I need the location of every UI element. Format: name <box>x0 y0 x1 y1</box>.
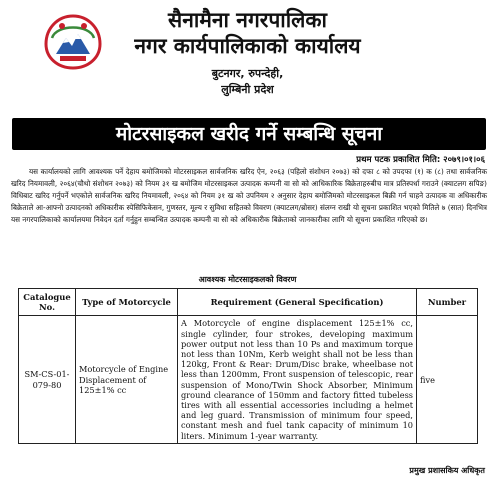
notice-title-banner: मोटरसाइकल खरीद गर्ने सम्बन्धि सूचना <box>12 118 486 150</box>
municipality-name: सैनामैना नगरपालिका <box>168 8 327 32</box>
cell-motorcycle-type: Motorcycle of Engine Displacement of 125±1% cc <box>76 316 178 443</box>
cell-requirement: A Motorcycle of engine displacement 125±1% cc, single cylinder, four strokes, developing maximum power output not less than 10 Ps and maximum torque not less than 10Nm, Kerb weight shall not be less than 120kg, Front & Rear: Drum/Disc brake, wheelbase not less than 1200mm, Front suspension of telescopic, rear suspension of Mono/Twin Shock Absorber, Minimum ground clearance of 150mm and factory fitted tubeless tires with all essential accessories including a helmet and leg guard. Transmission of minimum four speed, constant mesh and fuel tank capacity of minimum 10 liters. Minimum 1-year warranty. <box>178 316 417 443</box>
table-header-row <box>19 289 478 316</box>
cell-number: five <box>417 316 478 443</box>
province-name: लुम्बिनी प्रदेश <box>221 83 274 96</box>
motorcycle-spec-table <box>18 288 478 444</box>
column-header-requirement: Requirement (General Specification) <box>178 289 417 316</box>
publish-date: प्रथम पटक प्रकाशित मिति: २०७९।०१।०६ <box>356 155 485 165</box>
signatory-title: प्रमुख प्रशासकिय अधिकृत <box>409 466 485 475</box>
office-location: बुटनगर, रुपन्देही, <box>211 67 284 80</box>
notice-body-paragraph: यस कार्यालयको लागि आवश्यक पर्ने देहाय बमोजिमको मोटरसाइकल सार्वजनिक खरिद ऐन, २०६३ (पहिलो संशोधन २०७३) को दफा ८ को उपदफा (१) क (८) तथा सार्वजनिक खरिद नियमावली, २०६४(चौथो संशोधन २०७३) को नियम ३१ ख बमोजिम मोटरसाइकल उत्पादक कम्पनी वा सो को आधिकारिक बिक्रेताहरुबीच मात्र प्रतिस्पर्धा गराउने (क्याटलग सपिङ) विधिबाट खरिद गर्नुपर्ने भएकोले सार्वजनिक खरिद नियमावली, २०६४ को नियम ३१ ख को उपनियम २ अनुसार देहाय बमोजिमको मोटरसाइकल बिक्री गर्न चाहने उत्पादक वा अधिकारीक बिक्रेताले आ-आफ्नो उत्पादनको अधिकारीक स्पेसिफिकेसन, गुणस्तर, मूल्य र सुविधा सहितको विवरण (क्याटलग/ब्रोसर) संलग्न राखी यो सूचना प्रकाशित भएको मितिले ७ (सात) दिनभित्र यस नगरपालिकाको कार्यालयमा निवेदन दर्ता गर्नुहुन सम्बन्धित उत्पादक कम्पनी वा सो को अधिकारीक बिक्रेताको जानकारीका लागि यो सूचना प्रकाशित गरिएको छ। <box>11 167 487 224</box>
cell-catalogue-no: SM-CS-01-079-80 <box>19 316 76 443</box>
table-caption: आवश्यक मोटरसाइकलको विवरण <box>198 275 297 284</box>
column-header-type: Type of Motorcycle <box>76 289 178 316</box>
column-header-catalogue: Catalogue No. <box>19 289 76 316</box>
column-header-number: Number <box>417 289 478 316</box>
office-name: नगर कार्यपालिकाको कार्यालय <box>134 34 361 58</box>
table-row <box>19 316 478 443</box>
